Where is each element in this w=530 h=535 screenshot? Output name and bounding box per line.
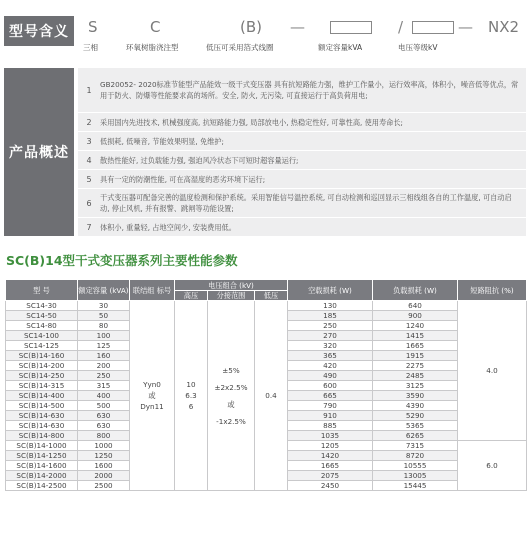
overview-item-text: GB20052- 2020标准节能型产品能效一级干式变压器 具有抗短路能力强，维护工作量小，运行效率高，体积小，噪音低等优点，常用于防火、防爆等性能要求高的场所。安全, 防火, 无污染, 可直接运行于高负荷用电; (100, 80, 519, 100)
overview-item (78, 170, 526, 188)
overview-item (78, 132, 526, 150)
table-row (6, 301, 527, 311)
cell-model: SC(B)14-630 (6, 421, 78, 431)
overview-item-text: 采用国内先进技术, 机械强度高, 抗短路能力强, 局部放电小, 热稳定性好, 可靠性高, 使用寿命长; (100, 117, 403, 127)
cell-capacity: 100 (78, 331, 130, 341)
section-title: SC(B)14型干式变压器系列主要性能参数 (6, 253, 238, 268)
cell-no-load-loss: 665 (288, 391, 373, 401)
connection-group-value: Dyn11 (140, 402, 164, 411)
cell-model: SC14-50 (6, 311, 78, 321)
cell-no-load-loss: 885 (288, 421, 373, 431)
cell-capacity: 630 (78, 411, 130, 421)
overview-item-number: 7 (86, 222, 92, 232)
overview-item-number: 4 (86, 155, 92, 165)
header-load-loss: 负载损耗 (W) (373, 280, 458, 301)
cell-model: SC(B)14-1000 (6, 441, 78, 451)
cell-no-load-loss: 2075 (288, 471, 373, 481)
voltage-box (412, 21, 454, 34)
cell-no-load-loss: 270 (288, 331, 373, 341)
cell-load-loss: 900 (373, 311, 458, 321)
cell-model: SC(B)14-400 (6, 391, 78, 401)
header-capacity: 额定容量 (kVA) (78, 280, 130, 301)
cell-load-loss: 640 (373, 301, 458, 311)
cell-model: SC(B)14-2000 (6, 471, 78, 481)
cell-load-loss: 3125 (373, 381, 458, 391)
overview-item (78, 68, 526, 112)
cell-no-load-loss: 2450 (288, 481, 373, 491)
cell-capacity: 200 (78, 361, 130, 371)
cell-connection-group (130, 301, 175, 491)
code-dash-1: — (290, 18, 305, 36)
desc-voltage: 电压等级kV (398, 43, 438, 52)
cell-model: SC(B)14-250 (6, 371, 78, 381)
header-hv: 高压 (175, 291, 208, 301)
cell-capacity: 315 (78, 381, 130, 391)
cell-impedance-low: 4.0 (458, 301, 527, 441)
header-group: 联结组 标号 (130, 280, 175, 301)
cell-no-load-loss: 320 (288, 341, 373, 351)
cell-capacity: 80 (78, 321, 130, 331)
cell-model: SC(B)14-200 (6, 361, 78, 371)
header-impedance: 短路阻抗 (%) (458, 280, 527, 301)
cell-load-loss: 5365 (373, 421, 458, 431)
cell-capacity: 1000 (78, 441, 130, 451)
tap-range-value: ±2x2.5% (214, 382, 248, 392)
cell-load-loss: 2275 (373, 361, 458, 371)
overview-item-number: 3 (86, 136, 92, 146)
cell-load-loss: 13005 (373, 471, 458, 481)
overview-item-number: 6 (86, 198, 92, 208)
desc-epoxy: 环氧树脂浇注型 (126, 43, 179, 52)
cell-tap-range (208, 301, 255, 491)
cell-load-loss: 8720 (373, 451, 458, 461)
desc-capacity: 额定容量kVA (318, 43, 363, 52)
header-lv: 低压 (255, 291, 288, 301)
desc-three-phase: 三相 (83, 43, 98, 52)
cell-model: SC(B)14-630 (6, 411, 78, 421)
cell-load-loss: 3590 (373, 391, 458, 401)
cell-capacity: 160 (78, 351, 130, 361)
overview-item (78, 151, 526, 169)
cell-no-load-loss: 1420 (288, 451, 373, 461)
code-slash: / (398, 18, 404, 36)
header-model: 型 号 (6, 280, 78, 301)
cell-no-load-loss: 130 (288, 301, 373, 311)
model-meaning-tag: 型号含义 (4, 16, 74, 46)
overview-item-text: 具有一定的防潮性能, 可在高湿度的恶劣环境下运行; (100, 174, 266, 184)
code-nx2: NX2 (488, 18, 520, 36)
overview-item-text: 干式变压器可配备完善的温度检测和保护系统。采用智能信号温控系统, 可自动检测和巡回显示三相线组各自的工作温度, 可自动启动, 停止风机, 并有报警、跳闸等功能设置; (100, 193, 512, 213)
cell-load-loss: 1415 (373, 331, 458, 341)
cell-model: SC(B)14-2500 (6, 481, 78, 491)
cell-hv (175, 301, 208, 491)
cell-no-load-loss: 910 (288, 411, 373, 421)
overview-item-text: 体积小, 重量轻, 占地空间少, 安装费用低。 (100, 222, 236, 232)
code-c: C (150, 18, 161, 36)
cell-capacity: 125 (78, 341, 130, 351)
spec-table (5, 279, 527, 491)
header-voltage-combo: 电压组合 (kV) (175, 280, 288, 291)
cell-no-load-loss: 1665 (288, 461, 373, 471)
overview-item-number: 2 (86, 117, 92, 127)
cell-no-load-loss: 185 (288, 311, 373, 321)
cell-capacity: 30 (78, 301, 130, 311)
overview-item-text: 低损耗, 低噪音, 节能效果明显, 免维护; (100, 136, 224, 146)
cell-model: SC(B)14-1600 (6, 461, 78, 471)
cell-model: SC14-30 (6, 301, 78, 311)
cell-capacity: 1250 (78, 451, 130, 461)
cell-load-loss: 10555 (373, 461, 458, 471)
cell-capacity: 630 (78, 421, 130, 431)
header-tap-range: 分接范围 (208, 291, 255, 301)
model-meaning-row (0, 0, 530, 60)
overview-tag: 产品概述 (4, 68, 74, 236)
code-b: (B) (240, 18, 262, 36)
cell-capacity: 250 (78, 371, 130, 381)
code-s: S (88, 18, 98, 36)
tap-range-value: ±5% (222, 365, 240, 375)
cell-no-load-loss: 420 (288, 361, 373, 371)
cell-load-loss: 1665 (373, 341, 458, 351)
cell-load-loss: 1915 (373, 351, 458, 361)
cell-capacity: 50 (78, 311, 130, 321)
desc-foil: 低压可采用箔式线圈 (206, 43, 274, 52)
cell-no-load-loss: 1035 (288, 431, 373, 441)
cell-load-loss: 4390 (373, 401, 458, 411)
connection-group-value: Yyn0 (143, 380, 161, 389)
cell-no-load-loss: 790 (288, 401, 373, 411)
product-overview (0, 64, 530, 236)
cell-load-loss: 7315 (373, 441, 458, 451)
cell-load-loss: 5290 (373, 411, 458, 421)
cell-model: SC(B)14-500 (6, 401, 78, 411)
cell-load-loss: 1240 (373, 321, 458, 331)
cell-no-load-loss: 365 (288, 351, 373, 361)
connection-group-value: 或 (148, 391, 156, 400)
overview-item (78, 189, 526, 217)
cell-capacity: 2000 (78, 471, 130, 481)
hv-value: 6 (188, 402, 194, 411)
overview-item (78, 113, 526, 131)
header-no-load-loss: 空载损耗 (W) (288, 280, 373, 301)
cell-load-loss: 2485 (373, 371, 458, 381)
cell-no-load-loss: 600 (288, 381, 373, 391)
cell-no-load-loss: 490 (288, 371, 373, 381)
cell-no-load-loss: 250 (288, 321, 373, 331)
code-dash-2: — (458, 18, 473, 36)
cell-impedance-high: 6.0 (458, 441, 527, 491)
cell-capacity: 2500 (78, 481, 130, 491)
cell-capacity: 1600 (78, 461, 130, 471)
cell-capacity: 500 (78, 401, 130, 411)
cell-model: SC14-100 (6, 331, 78, 341)
cell-model: SC(B)14-315 (6, 381, 78, 391)
tap-range-value: 或 (227, 399, 235, 409)
cell-lv: 0.4 (255, 301, 288, 491)
cell-load-loss: 15445 (373, 481, 458, 491)
hv-value: 10 (186, 380, 196, 389)
cell-capacity: 400 (78, 391, 130, 401)
cell-capacity: 800 (78, 431, 130, 441)
cell-model: SC(B)14-800 (6, 431, 78, 441)
overview-item-number: 1 (86, 85, 92, 95)
overview-item-number: 5 (86, 174, 92, 184)
cell-model: SC14-80 (6, 321, 78, 331)
cell-no-load-loss: 1205 (288, 441, 373, 451)
cell-load-loss: 6265 (373, 431, 458, 441)
tap-range-value: -1x2.5% (216, 416, 246, 426)
cell-model: SC(B)14-160 (6, 351, 78, 361)
hv-value: 6.3 (185, 391, 197, 400)
overview-item (78, 218, 526, 236)
overview-list (78, 68, 526, 236)
cell-model: SC14-125 (6, 341, 78, 351)
capacity-box (330, 21, 372, 34)
overview-item-text: 散热性能好, 过负载能力强, 强迫风冷状态下可短时超容量运行; (100, 155, 299, 165)
cell-model: SC(B)14-1250 (6, 451, 78, 461)
